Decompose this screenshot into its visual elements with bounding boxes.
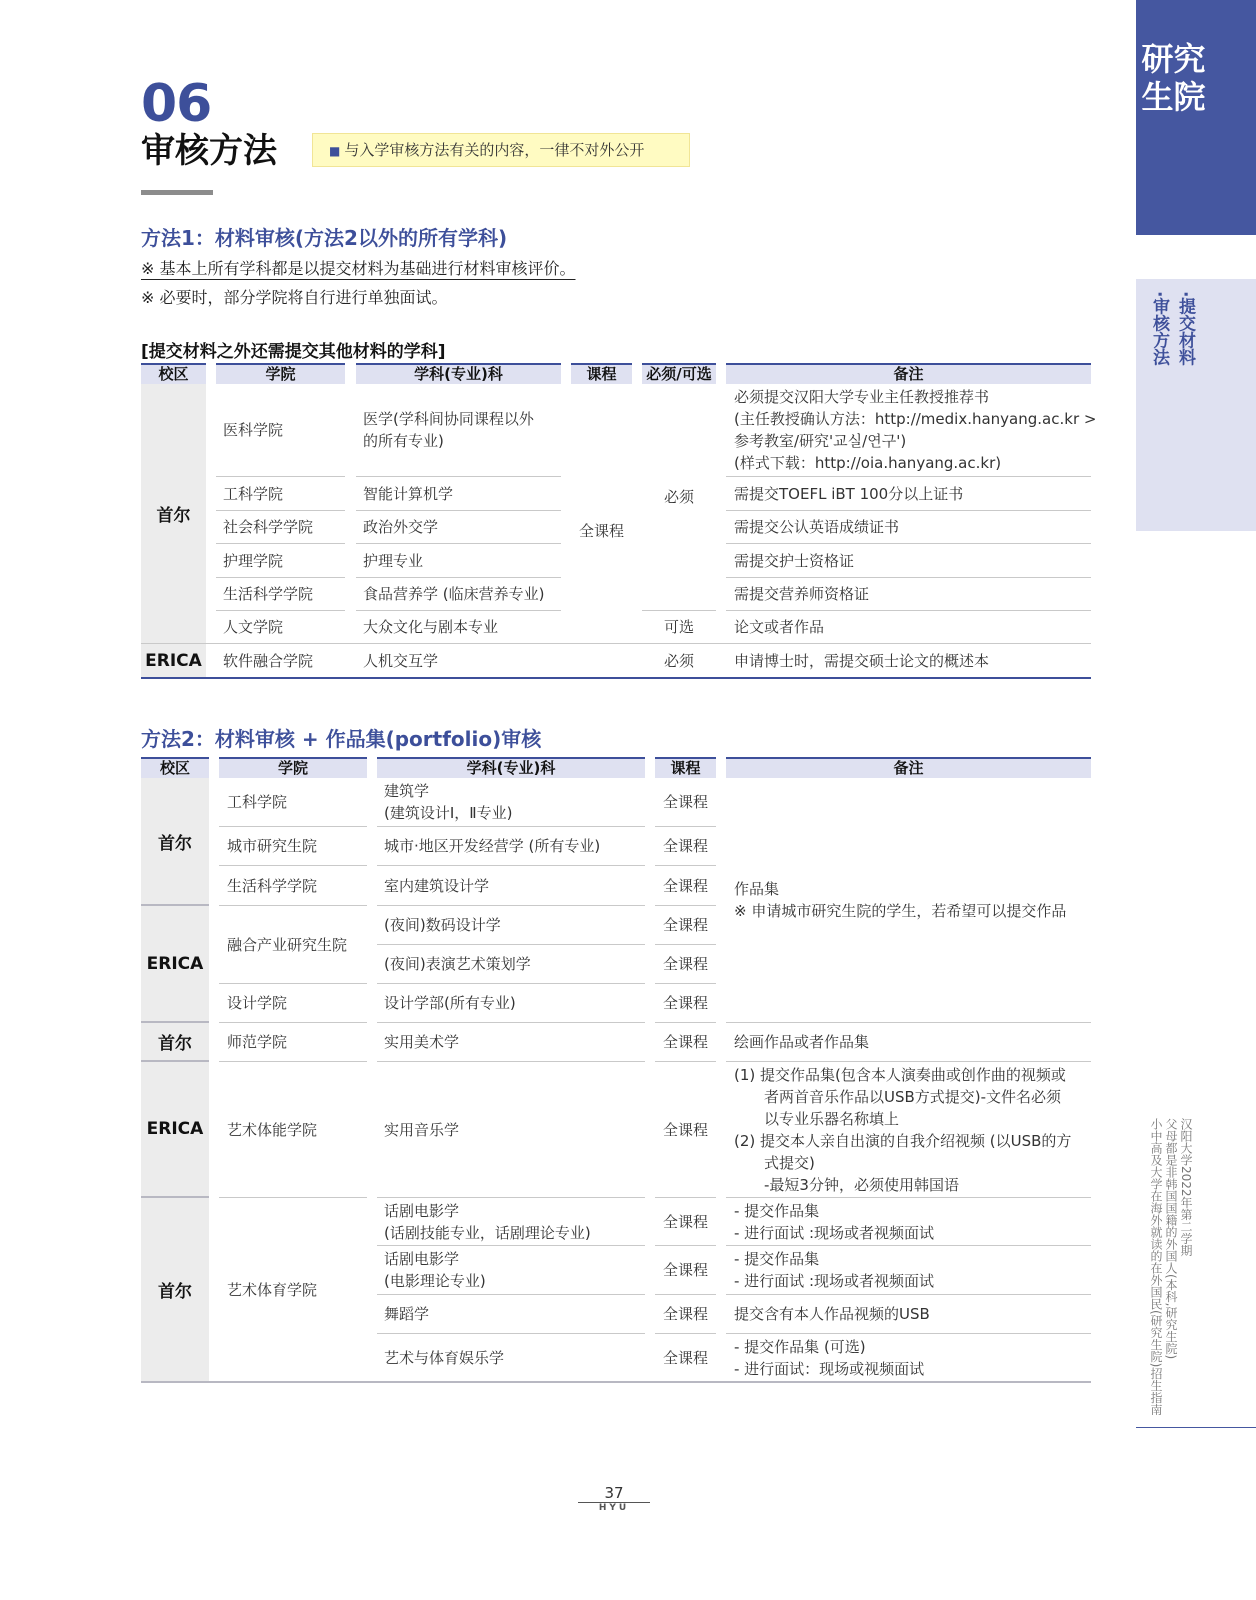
table-row-dept: 护理专业: [363, 551, 424, 570]
t1-header-course: 课程: [571, 363, 632, 384]
table-row-dept: 设计学部(所有专业): [384, 994, 516, 1012]
method1-note-2: ※ 必要时，部分学院将自行进行单独面试。: [141, 288, 448, 307]
notice-box: [312, 133, 690, 167]
table-row-dept: 大众文化与剧本专业: [363, 618, 499, 636]
t2-remark-theater-2: - 提交作品集 - 进行面试 :现场或者视频面试: [734, 1250, 935, 1290]
table-row-college: 工科学院: [223, 484, 284, 503]
title-underline: [141, 190, 213, 195]
table-row-course: 全课程: [662, 994, 708, 1012]
table-row-dept: 艺术与体育娱乐学: [384, 1348, 505, 1367]
table-row-course: 全课程: [662, 837, 708, 855]
table-row-remark: 需提交TOEFL iBT 100分以上证书: [734, 484, 964, 503]
t2-remark-dance: 提交含有本人作品视频的USB: [734, 1305, 930, 1323]
table-row-dept: 智能计算机学: [363, 484, 454, 503]
t2-remark-music: (1) 提交作品集(包含本人演奏曲或创作曲的视频或 者两首音乐作品以USB方式提交)-文件名必须 以专业乐器名称填上 (2) 提交本人亲自出演的自我介绍视频 (以USB的方 式提交) -最短3分钟，必须使用韩国语: [734, 1065, 1072, 1194]
sidebar-tab-graduate: [1136, 0, 1256, 235]
table-row-dept: 实用音乐学: [384, 1120, 460, 1139]
table-row-course: 全课程: [662, 1212, 708, 1231]
table-row-remark: 申请博士时，需提交硕士论文的概述本: [734, 651, 990, 670]
table-row-college: 人文学院: [223, 618, 284, 636]
table-row-dept: 城市·地区开发经营学 (所有专业): [384, 837, 601, 855]
t2-college-education: 师范学院: [227, 1033, 288, 1051]
table-row-college: 护理学院: [223, 551, 284, 570]
t2-college-arts-sports: 艺术体育学院: [227, 1280, 318, 1299]
table-row-remark: 必须提交汉阳大学专业主任教授推荐书 (主任教授确认方法：http://medix.hanyang.ac.kr > 参考教室/研究'교실/연구') (样式下载：http://oia.hanyang.ac.kr): [734, 388, 1097, 472]
t1-course-all: 全课程: [578, 521, 624, 540]
table-row-course: 全课程: [662, 955, 708, 973]
t1-header-dept: 学科(专业)科: [356, 363, 561, 384]
section-number: 06: [141, 74, 212, 134]
t1-requirement-required: 必须: [663, 488, 694, 506]
t2-remark-portfolio: 作品集 ※ 申请城市研究生院的学生，若希望可以提交作品: [734, 880, 1067, 920]
table-row-dept: 舞蹈学: [384, 1305, 430, 1323]
table-row-dept: 室内建筑设计学: [384, 876, 490, 895]
t2-remark-sports: - 提交作品集 (可选) - 进行面试：现场或视频面试: [734, 1337, 925, 1378]
t1-requirement-required-erica: 必须: [663, 651, 694, 670]
t2-header-campus: 校区: [141, 757, 209, 778]
t2-college-urban: 城市研究生院: [227, 837, 318, 855]
t1-header-requirement: 必须/可选: [642, 363, 716, 384]
method2-heading: 方法2：材料审核 + 作品集(portfolio)审核: [141, 727, 542, 751]
square-bullet-icon: ■: [329, 144, 341, 158]
table-row-dept: 人机交互学: [363, 651, 439, 670]
method1-note-1: ※ 基本上所有学科都是以提交材料为基础进行材料审核评价。: [141, 259, 576, 278]
t2-campus-erica-2: ERICA: [141, 1062, 209, 1196]
table-row-course: 全课程: [662, 1120, 708, 1139]
t2-college-design: 设计学院: [227, 994, 288, 1012]
guide-title: 汉阳大学2022年第二学期 父母都是非韩国国籍的外国人(本科,研究生院) 小中高及大学在海外就读的在外国民(研究生院)招生指南: [1149, 1118, 1193, 1416]
table-row-course: 全课程: [662, 793, 708, 811]
table-row-dept: 政治外交学: [363, 518, 439, 536]
t2-campus-erica-1: ERICA: [141, 906, 209, 1021]
section-title: 审核方法: [141, 131, 277, 171]
t2-campus-seoul-2: 首尔: [141, 1023, 209, 1060]
table-row-dept: 实用美术学: [384, 1033, 460, 1051]
t2-college-life-science: 生活科学学院: [227, 876, 318, 895]
t2-campus-seoul-3: 首尔: [141, 1198, 209, 1381]
table-row-college: 社会科学学院: [223, 518, 314, 536]
method1-heading: 方法1：材料审核(方法2以外的所有学科): [141, 226, 508, 250]
table-row-remark: 需提交营养师资格证: [734, 585, 870, 603]
t2-remark-fine-arts: 绘画作品或者作品集: [734, 1033, 870, 1051]
hyu-logo: HYU: [598, 1503, 630, 1513]
sidebar-tab-subtitle: ·提交材料 ·审核方法: [1149, 291, 1195, 366]
t2-college-engineering: 工科学院: [227, 793, 288, 811]
guide-rule: [1136, 1427, 1256, 1428]
t2-college-convergence: 融合产业研究生院: [227, 935, 348, 954]
table-row-dept: 医学(学科间协同课程以外 的所有专业): [363, 410, 534, 450]
t2-remark-theater-1: - 提交作品集 - 进行面试 :现场或者视频面试: [734, 1201, 935, 1242]
t1-header-remarks: 备注: [726, 363, 1091, 384]
table-row-course: 全课程: [662, 1305, 708, 1323]
table-row-course: 全课程: [662, 876, 708, 895]
page-number: 37: [604, 1484, 624, 1502]
sidebar-tab-title: 研究生院: [1141, 40, 1206, 116]
table-row-remark: 需提交护士资格证: [734, 551, 855, 570]
t2-campus-seoul-1: 首尔: [141, 778, 209, 904]
method1-subheading: [提交材料之外还需提交其他材料的学科]: [141, 342, 446, 362]
table-row-course: 全课程: [662, 916, 708, 934]
table-row-dept: 话剧电影学 (电影理论专业): [384, 1250, 486, 1290]
table-row-course: 全课程: [662, 1261, 708, 1279]
t1-campus-erica: ERICA: [141, 644, 206, 677]
t2-header-course: 课程: [655, 757, 716, 778]
table-row-dept: (夜间)数码设计学: [384, 916, 501, 934]
t2-header-college: 学院: [219, 757, 367, 778]
t2-header-dept: 学科(专业)科: [377, 757, 645, 778]
t2-header-remarks: 备注: [726, 757, 1091, 778]
t1-header-campus: 校区: [141, 363, 206, 384]
sidebar-tab-section: [1136, 279, 1256, 531]
table-row-remark: 论文或者作品: [734, 618, 825, 636]
table-row-dept: 话剧电影学 (话剧技能专业，话剧理论专业): [384, 1201, 591, 1242]
table-row-course: 全课程: [662, 1033, 708, 1051]
table-row-college: 生活科学学院: [223, 585, 314, 603]
table-row-remark: 需提交公认英语成绩证书: [734, 518, 900, 536]
table-row-course: 全课程: [662, 1348, 708, 1367]
table-row-dept: (夜间)表演艺术策划学: [384, 955, 531, 973]
t1-header-college: 学院: [216, 363, 345, 384]
t2-college-arts-physical: 艺术体能学院: [227, 1120, 318, 1139]
notice-text: 与入学审核方法有关的内容，一律不对外公开: [344, 141, 645, 159]
table-row-dept: 建筑学 (建筑设计Ⅰ，Ⅱ专业): [384, 782, 513, 822]
t1-campus-seoul: 首尔: [141, 384, 206, 643]
table-row-college: 医科学院: [223, 421, 284, 439]
table-row-dept: 食品营养学 (临床营养专业): [363, 585, 545, 603]
table-row-college: 软件融合学院: [223, 651, 314, 670]
t1-requirement-optional: 可选: [663, 618, 694, 636]
